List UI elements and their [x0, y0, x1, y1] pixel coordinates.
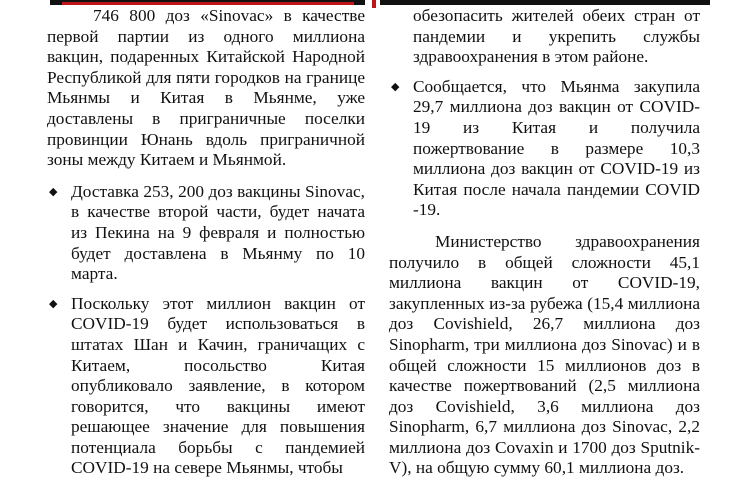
- header-rule-divider-red: [372, 0, 376, 8]
- list-item-text: Доставка 253, 200 доз вакцины Sinovac, в качестве второй части, будет начата из Пекина на 9 февраля и полностью будет доставлена в Мьянму по 10 марта.: [71, 181, 365, 284]
- header-rule-right: [380, 0, 710, 5]
- diamond-bullet-icon: ◆: [49, 297, 58, 310]
- left-column: [47, 6, 365, 479]
- list-item: [47, 182, 365, 285]
- list-item: [389, 77, 700, 221]
- right-column: [389, 6, 700, 479]
- summary-paragraph: Министерство здравоохранения получило в общей сложности 45,1 миллиона вакцин от COVID-19, закупленных из-за рубежа (15,4 миллиона доз Covishield, 26,7 миллиона доз Sinopharm, три миллиона доз Sinovac) и в общей сложности 15 миллионов доз в качестве пожертвований (2,5 миллиона доз Covishield, 3,6 миллиона доз Sinopharm, 6,7 миллиона доз Sinovac, 2,2 миллиона доз Covaxin и 1700 доз Sputnik-V), на общую сумму 60,1 миллиона доз.: [389, 231, 700, 478]
- intro-paragraph: 746 800 доз «Sinovac» в качестве первой партии из одного миллиона вакцин, подаренных Китайской Народной Республикой для пяти городков на границе Мьянмы и Китая в Мьянме, уже доставлены в приграничные поселки провинции Юнань вдоль приграничной зоны между Китаем и Мьянмой.: [47, 6, 365, 170]
- list-item-text: Сообщается, что Мьянма закупила 29,7 миллиона доз вакцин от COVID-19 из Китая и получила пожертвование в размере 10,3 миллиона доз вакцин от COVID-19 из Китая после начала пандемии COVID -19.: [413, 76, 700, 220]
- list-item: [47, 294, 365, 479]
- diamond-bullet-icon: ◆: [49, 185, 58, 198]
- list-item-text: Поскольку этот миллион вакцин от COVID-19 будет использоваться в штатах Шан и Качин, граничащих с Китаем, посольство Китая опубликовало заявление, в котором говорится, что вакцины имеют решающее значение для повышения потенциала борьбы с пандемией COVID-19 на севере Мьянмы, чтобы: [71, 293, 365, 478]
- list-item-continuation: [389, 6, 700, 68]
- header-rule-left-red: [62, 2, 354, 5]
- list-item-text: обезопасить жителей обеих стран от пандемии и укрепить службы здравоохранения в этом районе.: [413, 6, 700, 67]
- diamond-bullet-icon: ◆: [391, 80, 400, 93]
